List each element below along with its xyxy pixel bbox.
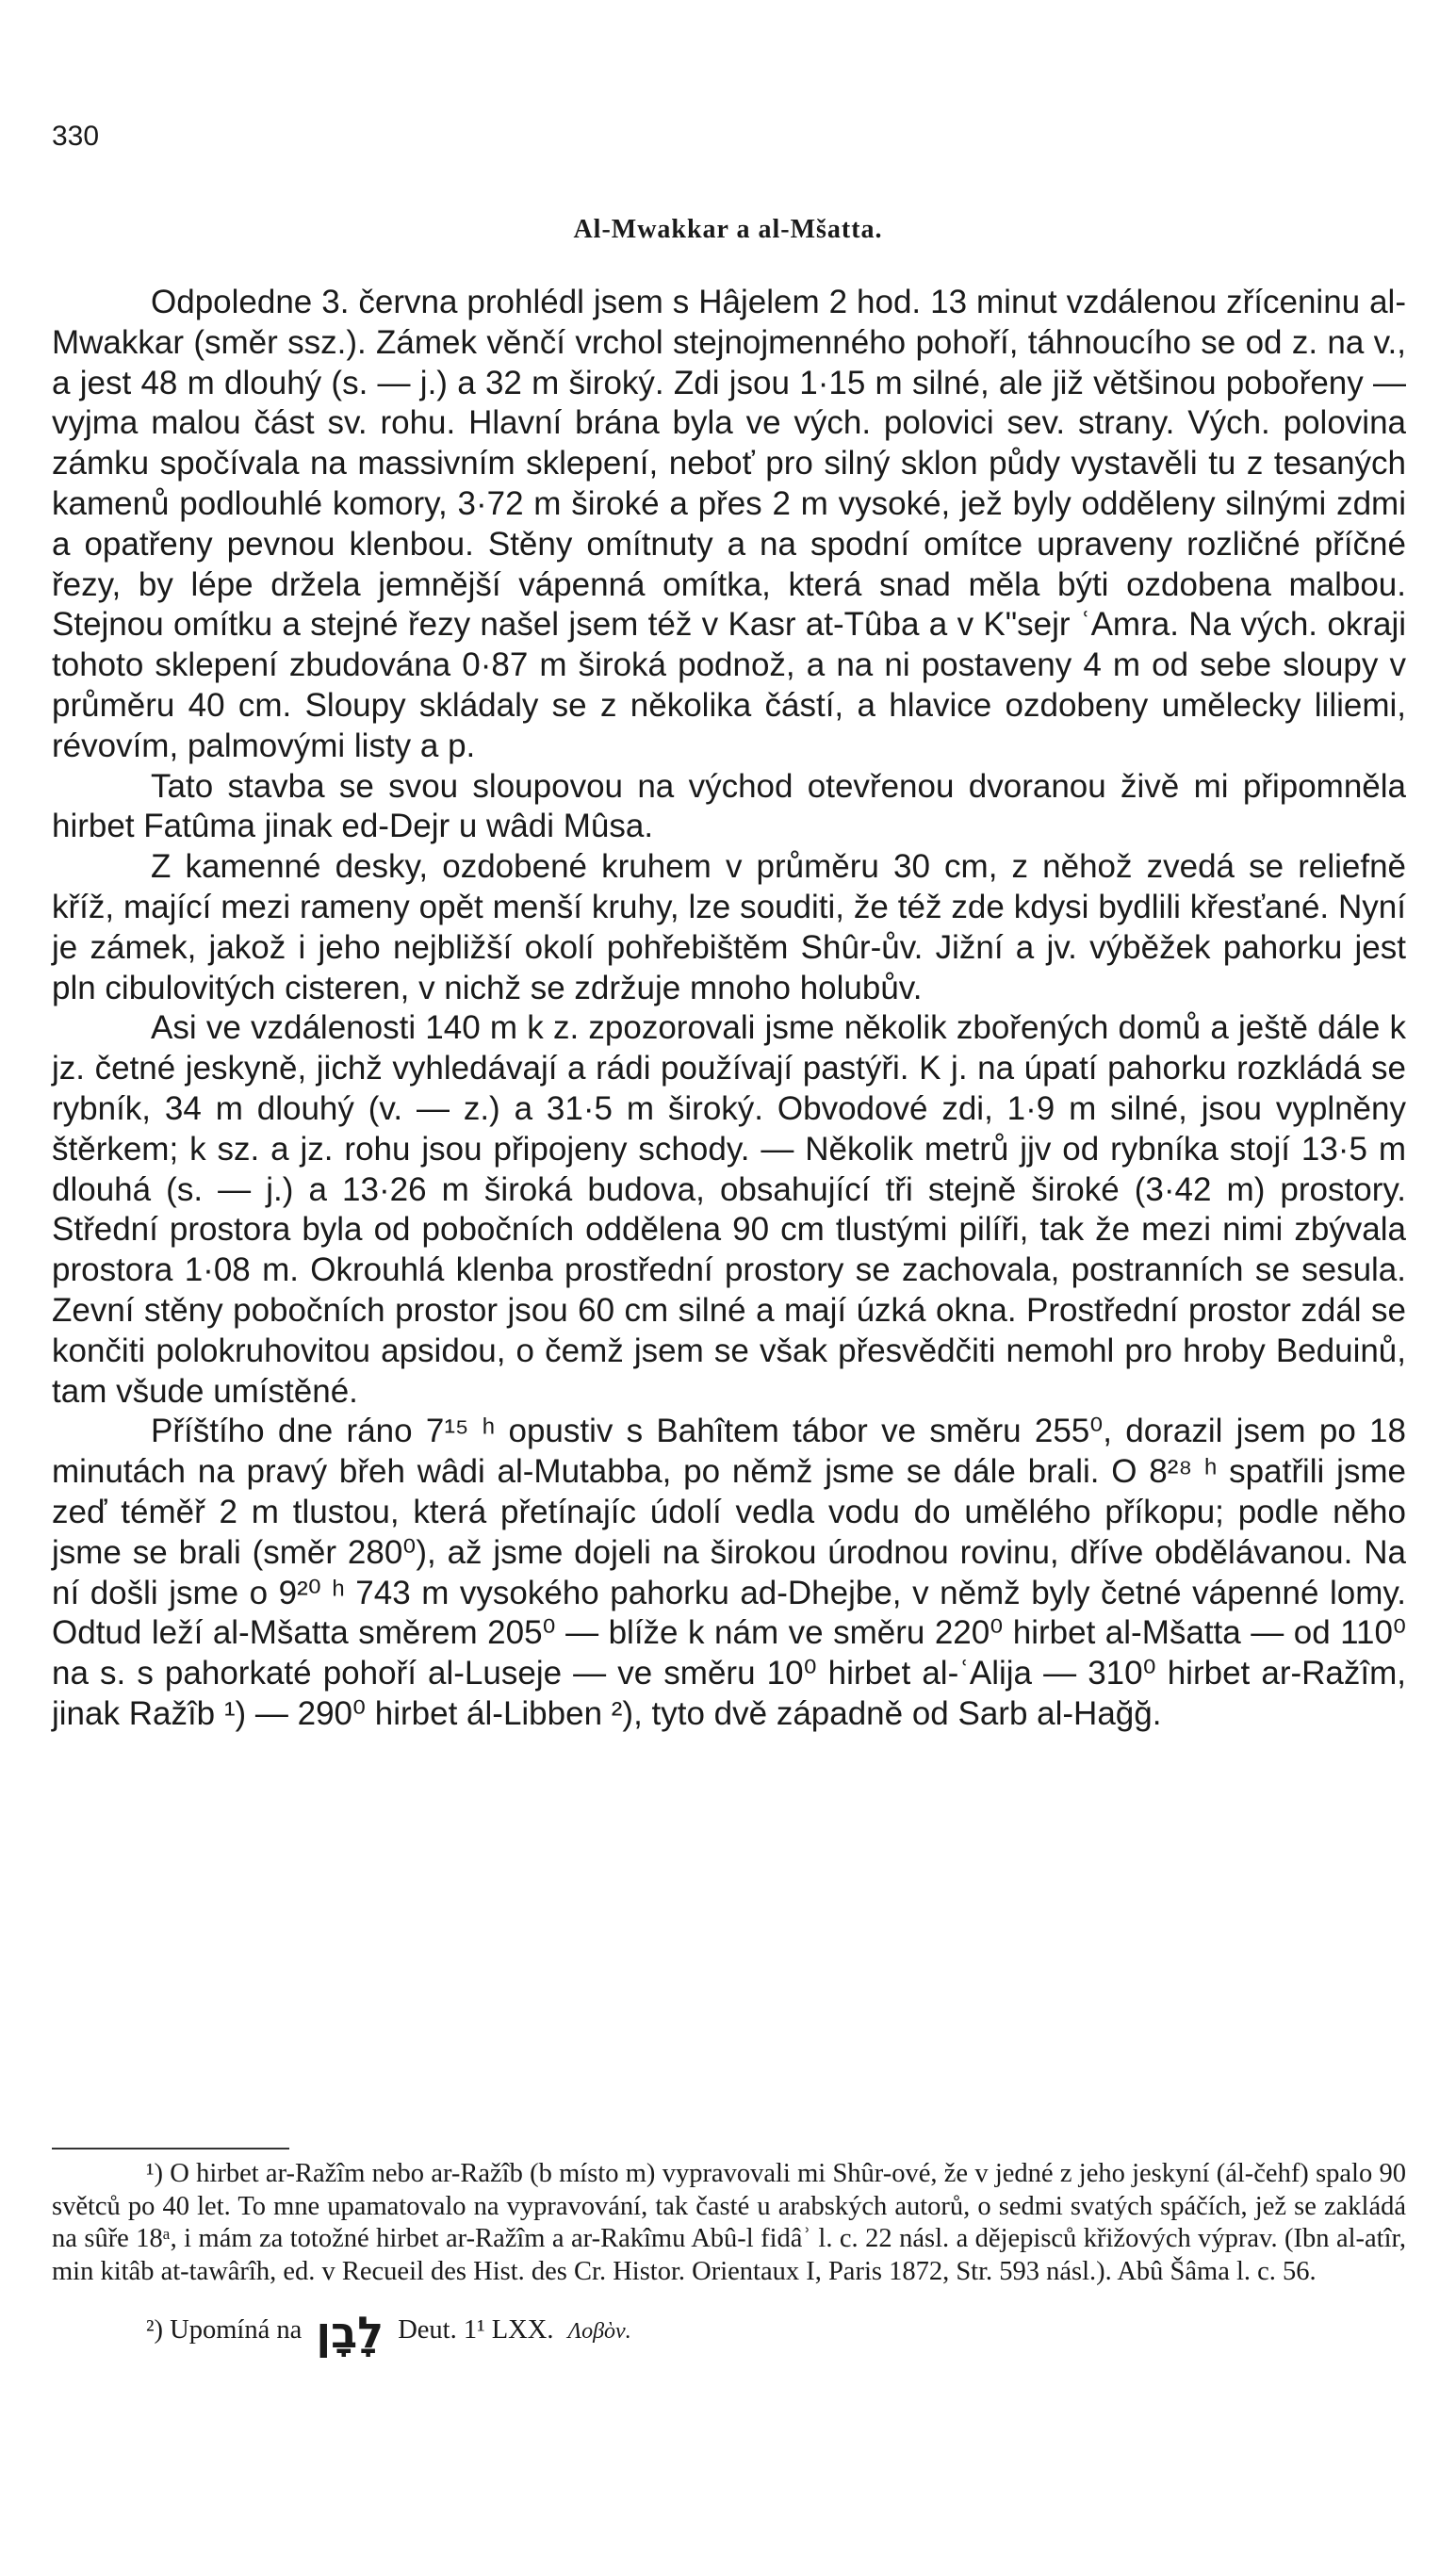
- paragraph: Odpoledne 3. června prohlédl jsem s Hâjelem 2 hod. 13 minut vzdálenou zříceninu al-Mwakkar (směr ssz.). Zámek věnčí vrchol stejnojmenného pohoří, táhnoucího se od z. na v., a jest 48 m dlouhý (s. — j.) a 32 m široký. Zdi jsou 1·15 m silné, ale již většinou pobořeny — vyjma malou část sv. rohu. Hlavní brána byla ve vých. polovici sev. strany. Vých. polovina zámku spočívala na massivním sklepení, neboť pro silný sklon půdy vystavěli tu z tesaných kamenů podlouhlé komory, 3·72 m široké a přes 2 m vysoké, jež byly odděleny silnými zdmi a opatřeny pevnou klenbou. Stěny omítnuty a na spodní omítce upraveny rozličné příčné řezy, by lépe držela jemnější vápenná omítka, která snad měla býti ozdobena malbou. Stejnou omítku a stejné řezy našel jsem též v Kasr at-Tûba a v K"sejr ʿAmra. Na vých. okraji tohoto sklepení zbudována 0·87 m široká podnož, a na ni postaveny 4 m od sebe sloupy v průměru 40 cm. Sloupy skládaly se z několika částí, a hlavice ozdobeny umělecky liliemi, révovím, palmovými listy a p.: [52, 284, 1406, 764]
- footnote-2-reference: Deut. 1¹ LXX.: [398, 2315, 554, 2345]
- footnote-divider: [52, 2148, 289, 2150]
- hebrew-word: לָבָן: [316, 2307, 384, 2358]
- footnote-2-prefix: ²) Upomíná na: [146, 2315, 303, 2345]
- paragraph: Tato stavba se svou sloupovou na východ otevřenou dvoranou živě mi připomněla hirbet Fatûma jinak ed-Dejr u wâdi Mûsa.: [52, 767, 1406, 845]
- paragraph: Příštího dne ráno 7¹⁵ ʰ opustiv s Bahîtem tábor ve směru 255⁰, dorazil jsem po 18 minutách na pravý břeh wâdi al-Mutabba, po němž jsme se dále brali. O 8²⁸ ʰ spatřili jsme zeď téměř 2 m tlustou, která přetínajíc údolí vedla vodu do umělého příkopu; podle něho jsme se brali (směr 280⁰), až jsme dojeli na širokou úrodnou rovinu, dříve obdělávanou. Na ní došli jsme o 9²⁰ ʰ 743 m vysokého pahorku ad-Dhejbe, v němž byly četné vápenné lomy. Odtud leží al-Mšatta směrem 205⁰ — blíže k nám ve směru 220⁰ hirbet al-Mšatta — od 110⁰ na s. s pahorkaté pohoří al-Luseje — ve směru 10⁰ hirbet al-ʿAlija — 310⁰ hirbet ar-Ražîm, jinak Ražîb ¹) — 290⁰ hirbet ál-Libben ²), tyto dvě západně od Sarb al-Hağğ.: [52, 1413, 1406, 1732]
- page-number: 330: [52, 121, 100, 152]
- paragraph: Asi ve vzdálenosti 140 m k z. zpozorovali jsme několik zbořených domů a ještě dále k jz. četné jeskyně, jichž vyhledávají a rádi používají pastýři. K j. na úpatí pahorku rozkládá se rybník, 34 m dlouhý (v. — z.) a 31·5 m široký. Obvodové zdi, 1·9 m silné, jsou vyplněny štěrkem; k sz. a jz. rohu jsou připojeny schody. — Několik metrů jjv od rybníka stojí 13·5 m dlouhá (s. — j.) a 13·26 m široká budova, obsahující tři stejně široké (3·42 m) prostory. Střední prostora byla od pobočních oddělena 90 cm tlustými pilíři, tak že mezi nimi zbývala prostora 1·08 m. Okrouhlá klenba prostřední prostory se zachovala, postranních se sesula. Zevní stěny pobočních prostor jsou 60 cm silné a mají úzká okna. Prostřední prostor zdál se končiti polokruhovitou apsidou, o čemž jsem se však přesvědčiti nemohl pro hroby Beduinů, tam všude umístěné.: [52, 1009, 1406, 1410]
- footnotes: [52, 2158, 1406, 2358]
- section-heading: Al-Mwakkar a al-Mšatta.: [573, 215, 883, 244]
- greek-word: Λοβὸν.: [567, 2319, 631, 2344]
- paragraph: Z kamenné desky, ozdobené kruhem v průměru 30 cm, z něhož zvedá se reliefně kříž, mající mezi rameny opět menší kruhy, lze souditi, že též zde kdysi bydlili křesťané. Nyní je zámek, jakož i jeho nejbližší okolí pohřebištěm Shûr-ův. Jižní a jv. výběžek pahorku jest pln cibulovitých cisteren, v nichž se zdržuje mnoho holubův.: [52, 848, 1406, 1006]
- footnote-1: ¹) O hirbet ar-Ražîm nebo ar-Ražîb (b místo m) vypravovali mi Shûr-ové, že v jedné z jeho jeskyní (ál-čehf) spalo 90 světců po 40 let. To mne upamatovalo na vypravování, tak časté u arabských autorů, o sedmi svatých spáčích, jež se zakládá na sûře 18ᵃ, i mám za totožné hirbet ar-Ražîm a ar-Rakîmu Abû-l fidâʾ l. c. 22 násl. a dějepisců křižových výprav. (Ibn al-atîr, min kitâb at-tawârîh, ed. v Recueil des Hist. des Cr. Histor. Orientaux I, Paris 1872, Str. 593 násl.). Abû Šâma l. c. 56.: [52, 2159, 1406, 2286]
- footnote-2: [52, 2307, 1406, 2358]
- body-text: [52, 283, 1406, 1735]
